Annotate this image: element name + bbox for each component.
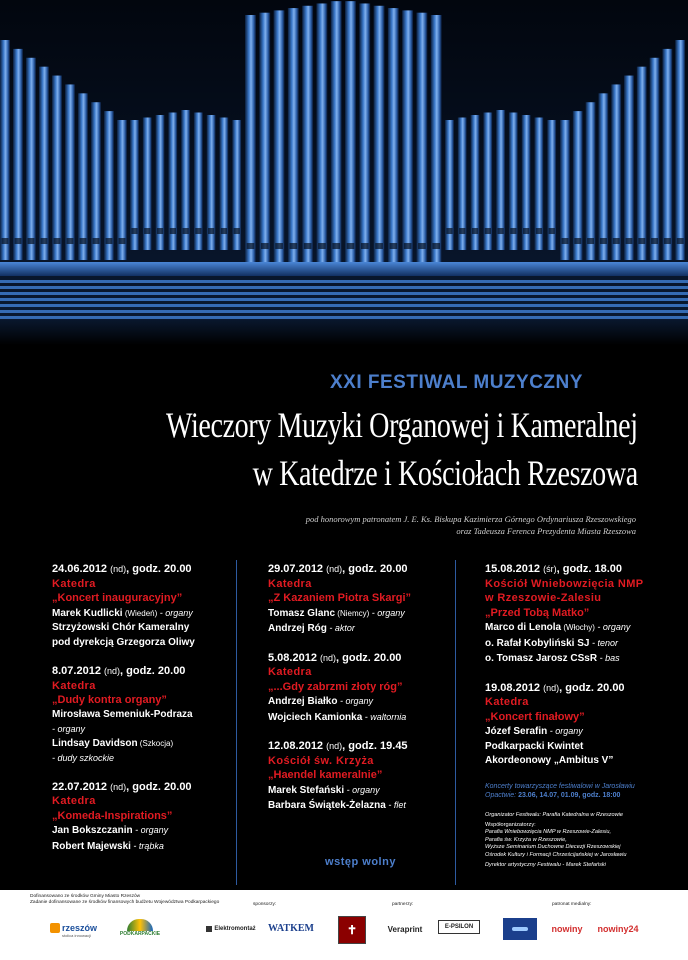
concert-title: „Z Kazaniem Piotra Skargi”: [268, 592, 412, 604]
veraprint-logo: Veraprint: [387, 924, 423, 934]
epsilon-logo: E-PSILON: [438, 920, 480, 934]
concert-venue: Kościół Wniebowzięcia NMP: [485, 577, 644, 590]
co-organizer: Parafia św. Krzyża w Rzeszowie,: [485, 836, 567, 843]
program-column-1: [52, 562, 234, 868]
nowiny-logo: nowiny: [551, 924, 583, 934]
performer: Marek Kudlicki (Wiedeń) - organy: [52, 607, 193, 619]
concert-title: „Dudy kontra organy”: [52, 694, 167, 706]
program-column-2: [268, 562, 453, 828]
performer: Andrzej Białko - organy: [268, 696, 373, 707]
concert-event: [485, 681, 665, 769]
performer-role: - dudy szkockie: [52, 753, 115, 763]
concert-date: 15.08.2012 (śr), godz. 18.00: [485, 563, 623, 575]
concert-event: [268, 739, 453, 814]
performer: Akordeonowy „Ambitus V”: [485, 755, 614, 766]
performer: Strzyżowski Chór Kameralny: [52, 622, 190, 633]
co-organizers-label: Współorganizatorzy:: [485, 821, 536, 828]
performer: Mirosława Semeniuk-Podraza: [52, 708, 193, 720]
pipe-organ-illustration: [0, 0, 688, 345]
performer: Andrzej Róg - aktor: [268, 623, 355, 634]
patronage-line-1: pod honorowym patronatem J. E. Ks. Biskupa Kazimierza Górnego Ordynariusza Rzeszowskiego: [305, 514, 636, 524]
column-divider: [236, 560, 237, 885]
concert-event: [268, 651, 453, 726]
co-organizer: Parafia Wniebowzięcia NMP w Rzeszowie-Zalesiu,: [485, 829, 612, 836]
performer: Marek Stefański - organy: [268, 784, 380, 796]
free-entry-label: wstęp wolny: [325, 856, 396, 868]
main-title-line-1: Wieczory Muzyki Organowej i Kameralnej: [166, 405, 638, 445]
artistic-director: Dyrektor artystyczny Festiwalu - Marek Stefański: [485, 861, 606, 868]
podkarpackie-logo: PODKARPACKIE: [115, 914, 165, 942]
performer: Podkarpacki Kwintet: [485, 740, 584, 752]
program-column-3: [485, 562, 665, 783]
festival-title: XXI FESTIWAL MUZYCZNY: [330, 372, 583, 393]
performer: Lindsay Davidson (Szkocja): [52, 737, 174, 749]
performer: o. Tomasz Jarosz CSsR - bas: [485, 653, 620, 664]
sponsors-label: sponsorzy:: [253, 902, 277, 907]
nowiny24-logo: nowiny24: [597, 924, 639, 934]
concert-venue: Kościół św. Krzyża: [268, 754, 374, 767]
concert-venue: Katedra: [52, 577, 96, 590]
concert-date: 19.08.2012 (nd), godz. 20.00: [485, 681, 625, 694]
cross-icon: ✝: [346, 923, 358, 937]
concert-date: 12.08.2012 (nd), godz. 19.45: [268, 740, 408, 752]
column-divider: [455, 560, 456, 885]
co-organizer: Ośrodek Kultury i Formacji Chrześcijańskiej w Jarosławiu: [485, 851, 627, 858]
concert-event: [485, 562, 665, 667]
elektromontaz-mark-icon: [206, 926, 212, 932]
performer: Jan Bokszczanin - organy: [52, 825, 169, 836]
performer: Józef Serafin - organy: [485, 726, 583, 737]
concert-title: „Koncert inauguracyjny”: [52, 592, 183, 604]
concert-date: 5.08.2012 (nd), godz. 20.00: [268, 651, 402, 664]
performer: Marco di Lenola (Włochy) - organy: [485, 622, 631, 633]
concert-date: 24.06.2012 (nd), godz. 20.00: [52, 563, 192, 575]
concert-venue: Katedra: [52, 795, 96, 807]
cathedral-emblem-logo: [338, 916, 366, 944]
patronage-line-2: oraz Tadeusza Ferenca Prezydenta Miasta Rzeszowa: [456, 526, 636, 536]
sponsors-footer: [0, 890, 688, 960]
performer: Tomasz Glanc (Niemcy) - organy: [268, 607, 405, 619]
media-patronage-label: patronat medialny:: [552, 902, 592, 907]
performer: Wojciech Kamionka - waltornia: [268, 711, 407, 723]
concert-date: 22.07.2012 (nd), godz. 20.00: [52, 780, 192, 793]
performer-role: - organy: [52, 724, 86, 734]
co-organizer: Wyższe Seminarium Duchowne Diecezji Rzeszowskiej: [485, 844, 621, 851]
concert-venue: w Rzeszowie-Zalesiu: [485, 592, 602, 604]
concert-venue: Katedra: [485, 696, 529, 708]
concert-title: „Haendel kameralnie”: [268, 769, 383, 781]
accompanying-concerts: [485, 782, 665, 800]
concert-event: [268, 562, 453, 637]
accompanying-dates: 23.06, 14.07, 01.09, godz. 18:00: [518, 792, 621, 799]
funding-note: Dofinansowano ze środków Gminy Miasto Rzeszów: [30, 894, 141, 899]
concert-title: „Komeda-Inspirations”: [52, 809, 173, 822]
concert-venue: Katedra: [52, 679, 96, 692]
watkem-logo: WATKEM: [268, 922, 314, 934]
concert-date: 8.07.2012 (nd), godz. 20.00: [52, 665, 186, 677]
concert-title: „Przed Tobą Matko”: [485, 606, 590, 619]
rzeszow-mark-icon: [50, 923, 60, 933]
concert-event: [52, 664, 234, 766]
performer: pod dyrekcją Grzegorza Oliwy: [52, 636, 195, 648]
concert-venue: Katedra: [268, 577, 312, 590]
rzeszow-logo: rzeszów stolica innowacji: [50, 920, 102, 940]
radio-wave-icon: [512, 927, 528, 931]
main-title-line-2: w Katedrze i Kościołach Rzeszowa: [252, 453, 638, 493]
radio-station-logo: [503, 918, 537, 940]
accompanying-label: Opactwie:: [485, 792, 519, 799]
concert-event: [52, 780, 234, 855]
concert-title: „...Gdy zabrzmi złoty róg”: [268, 680, 403, 693]
concert-venue: Katedra: [268, 666, 312, 678]
elektromontaz-logo: Elektromontaż: [205, 922, 257, 936]
performer: o. Rafał Kobyliński SJ - tenor: [485, 637, 618, 649]
funding-note: Zadanie dofinansowane ze środków finansowych budżetu Województwa Podkarpackiego: [30, 900, 220, 905]
concert-event: [52, 562, 234, 650]
concert-date: 29.07.2012 (nd), godz. 20.00: [268, 563, 408, 575]
performer: Barbara Świątek-Żelazna - flet: [268, 800, 406, 811]
concert-title: „Koncert finałowy”: [485, 710, 585, 723]
accompanying-text: Koncerty towarzyszące festiwalowi w Jarosławiu: [485, 783, 635, 790]
podkarpackie-wave-icon: [127, 919, 153, 931]
partners-label: partnerzy:: [392, 902, 414, 907]
performer: Robert Majewski - trąbka: [52, 840, 164, 852]
organizers-block: [485, 812, 665, 869]
organizer: Organizator Festiwalu: Parafia Katedralna w Rzeszowie: [485, 812, 624, 818]
